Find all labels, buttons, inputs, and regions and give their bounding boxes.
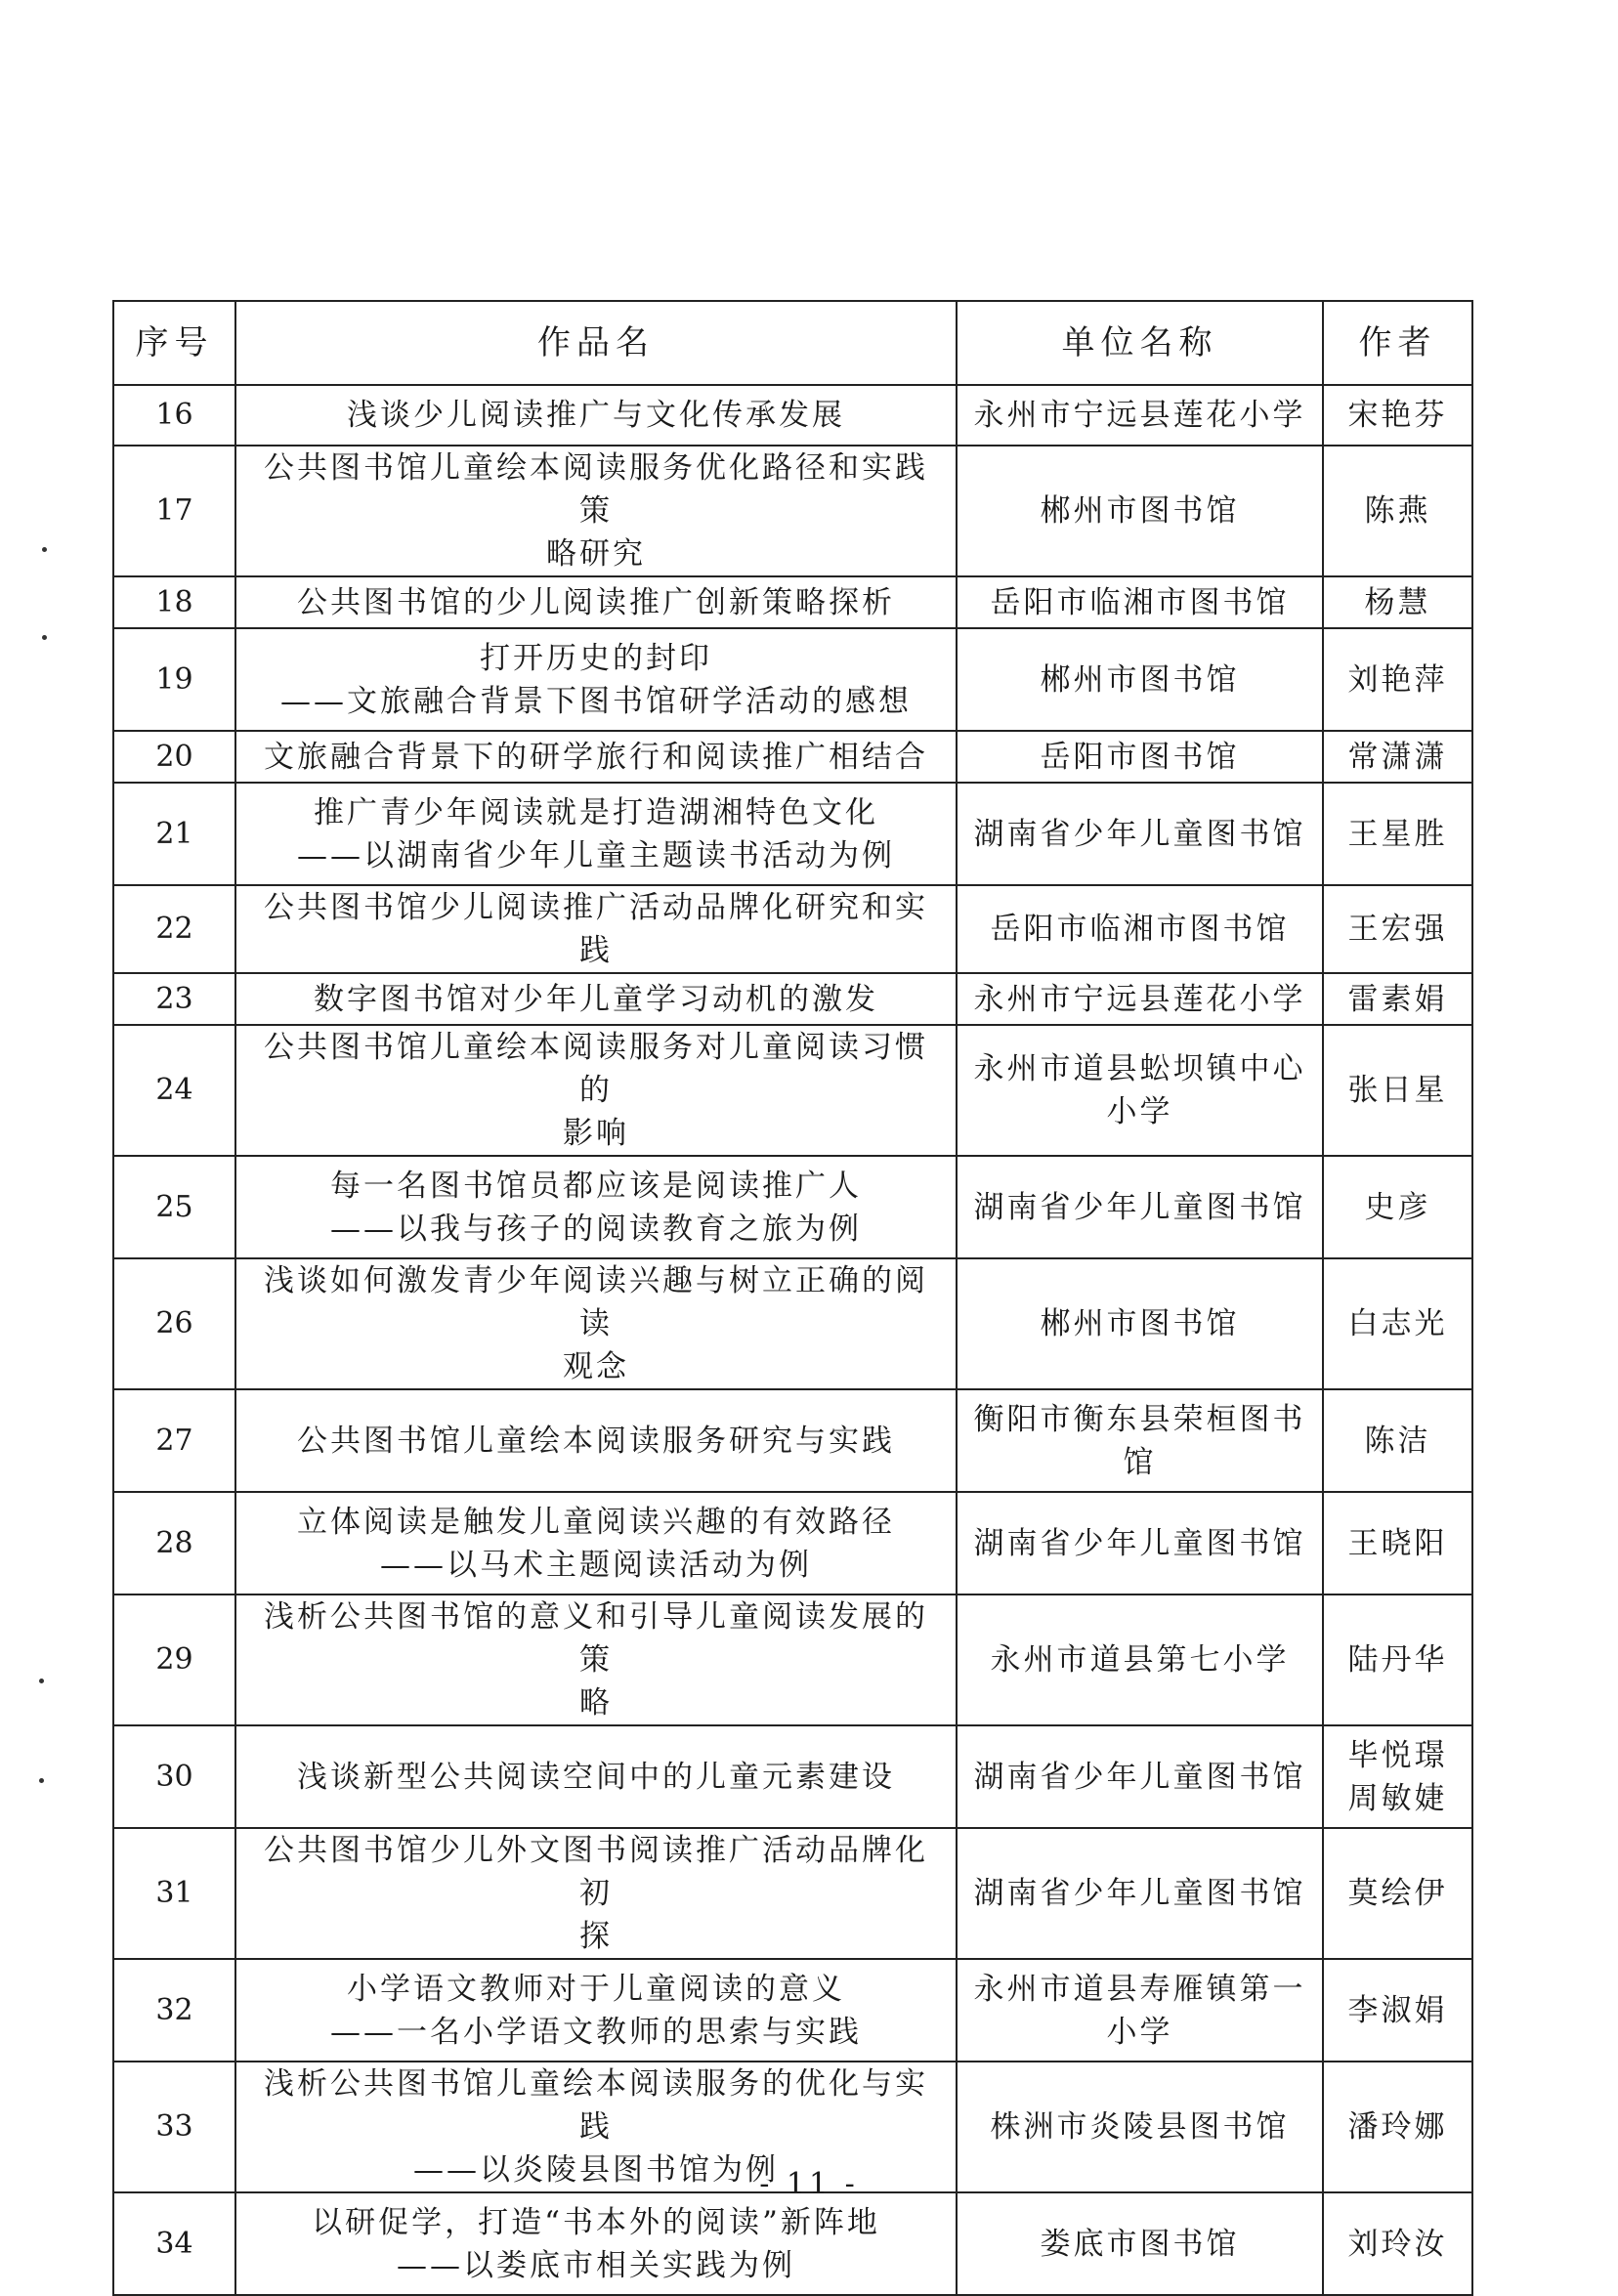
author-cell [1323, 1492, 1472, 1594]
work-title-line: ——以湖南省少年儿童主题读书活动为例 [297, 837, 895, 873]
work-title-line: 公共图书馆少儿外文图书阅读推广活动品牌化初 [264, 1833, 928, 1911]
author-line: 雷素娟 [1347, 981, 1448, 1017]
author-cell [1323, 385, 1472, 446]
organization-line: 衡阳市衡东县荣桓图书 [973, 1401, 1306, 1437]
row-number: 18 [113, 576, 235, 628]
table-row [113, 1156, 1472, 1258]
scan-speck [42, 547, 47, 552]
work-title-cell [235, 1156, 957, 1258]
table-row [113, 385, 1472, 446]
work-title-line: 公共图书馆的少儿阅读推广创新策略探析 [297, 584, 895, 620]
scan-speck [39, 1778, 44, 1783]
organization-cell [957, 385, 1323, 446]
work-title-cell [235, 2192, 957, 2295]
row-number: 21 [113, 783, 235, 885]
row-number: 22 [113, 885, 235, 973]
work-title-line: 立体阅读是触发儿童阅读兴趣的有效路径 [297, 1504, 895, 1540]
header-no: 序号 [113, 301, 235, 385]
table-row [113, 1389, 1472, 1492]
author-cell [1323, 1959, 1472, 2062]
author-cell [1323, 1828, 1472, 1959]
work-title-line: ——以娄底市相关实践为例 [397, 2247, 795, 2283]
author-line: 莫绘伊 [1347, 1876, 1448, 1911]
author-line: 史彦 [1364, 1189, 1431, 1225]
organization-line: 湖南省少年儿童图书馆 [973, 1759, 1306, 1795]
author-cell [1323, 1156, 1472, 1258]
organization-cell [957, 1492, 1323, 1594]
organization-line: 馆 [1123, 1444, 1157, 1480]
organization-cell [957, 2192, 1323, 2295]
row-number: 16 [113, 385, 235, 446]
author-cell [1323, 973, 1472, 1025]
work-title-line: 公共图书馆少儿阅读推广活动品牌化研究和实践 [264, 890, 928, 968]
table-row [113, 783, 1472, 885]
work-title-line: ——以炎陵县图书馆为例 [413, 2152, 779, 2188]
row-number: 17 [113, 446, 235, 576]
work-title-cell [235, 446, 957, 576]
row-number: 27 [113, 1389, 235, 1492]
author-line: 刘艳萍 [1347, 661, 1448, 698]
row-number: 23 [113, 973, 235, 1025]
row-number: 34 [113, 2192, 235, 2295]
author-cell [1323, 1594, 1472, 1725]
work-title-cell [235, 1828, 957, 1959]
author-cell [1323, 446, 1472, 576]
row-number: 30 [113, 1725, 235, 1828]
work-title-line: ——一名小学语文教师的思索与实践 [330, 2014, 862, 2050]
organization-cell [957, 1594, 1323, 1725]
work-title-line: 推广青少年阅读就是打造湖湘特色文化 [314, 794, 878, 830]
work-title-line: 浅谈如何激发青少年阅读兴趣与树立正确的阅读 [264, 1263, 928, 1341]
author-cell [1323, 1025, 1472, 1156]
organization-line: 株洲市炎陵县图书馆 [990, 2109, 1290, 2145]
row-number: 29 [113, 1594, 235, 1725]
author-cell [1323, 1389, 1472, 1492]
work-title-cell [235, 885, 957, 973]
work-title-line: 观念 [563, 1349, 629, 1384]
author-cell [1323, 576, 1472, 628]
row-number: 24 [113, 1025, 235, 1156]
author-cell [1323, 628, 1472, 731]
work-title-cell [235, 1594, 957, 1725]
organization-cell [957, 1725, 1323, 1828]
author-line: 李淑娟 [1347, 1992, 1448, 2028]
author-line: 陈燕 [1364, 493, 1431, 529]
organization-line: 小学 [1106, 1094, 1173, 1129]
organization-cell [957, 446, 1323, 576]
table-row [113, 576, 1472, 628]
author-cell [1323, 731, 1472, 783]
organization-cell [957, 1959, 1323, 2062]
work-title-line: 公共图书馆儿童绘本阅读服务优化路径和实践策 [264, 450, 928, 529]
organization-cell [957, 973, 1323, 1025]
work-title-line: 影响 [563, 1116, 629, 1151]
row-number: 33 [113, 2062, 235, 2192]
work-title-line: 小学语文教师对于儿童阅读的意义 [347, 1971, 845, 2007]
author-line: 毕悦璟 [1347, 1737, 1448, 1773]
organization-cell [957, 1258, 1323, 1389]
table-row [113, 731, 1472, 783]
author-line: 潘玲娜 [1347, 2109, 1448, 2145]
row-number: 32 [113, 1959, 235, 2062]
table-row [113, 1594, 1472, 1725]
work-title-cell [235, 783, 957, 885]
table-row [113, 885, 1472, 973]
header-author: 作者 [1323, 301, 1472, 385]
organization-line: 永州市宁远县莲花小学 [973, 981, 1306, 1017]
author-cell [1323, 885, 1472, 973]
work-title-line: ——以马术主题阅读活动为例 [380, 1547, 812, 1583]
organization-cell [957, 1389, 1323, 1492]
work-title-line: ——文旅融合背景下图书馆研学活动的感想 [280, 683, 912, 719]
author-line: 王宏强 [1347, 912, 1448, 947]
author-line: 杨慧 [1364, 584, 1431, 620]
organization-line: 郴州市图书馆 [1040, 493, 1240, 529]
table-body [113, 385, 1472, 2295]
author-cell [1323, 2192, 1472, 2295]
table-row [113, 628, 1472, 731]
organization-cell [957, 731, 1323, 783]
awards-table [112, 300, 1473, 2296]
organization-line: 湖南省少年儿童图书馆 [973, 1525, 1306, 1561]
work-title-line: 数字图书馆对少年儿童学习动机的激发 [314, 981, 878, 1017]
author-line: 常潇潇 [1347, 739, 1448, 775]
work-title-line: 浅谈少儿阅读推广与文化传承发展 [347, 398, 845, 433]
author-line: 王晓阳 [1347, 1525, 1448, 1561]
scan-speck [39, 1679, 44, 1683]
organization-line: 岳阳市临湘市图书馆 [990, 912, 1290, 947]
header-row [113, 301, 1472, 385]
work-title-line: 公共图书馆儿童绘本阅读服务对儿童阅读习惯的 [264, 1030, 928, 1108]
author-line: 宋艳芬 [1347, 398, 1448, 433]
work-title-line: 探 [579, 1919, 613, 1954]
work-title-cell [235, 1959, 957, 2062]
work-title-line: 略 [579, 1685, 613, 1721]
row-number: 31 [113, 1828, 235, 1959]
work-title-line: 浅谈新型公共阅读空间中的儿童元素建设 [297, 1759, 895, 1795]
work-title-line: 打开历史的封印 [480, 640, 712, 676]
header-title: 作品名 [235, 301, 957, 385]
organization-line: 岳阳市临湘市图书馆 [990, 584, 1290, 620]
author-line: 张日星 [1347, 1073, 1448, 1108]
row-number: 28 [113, 1492, 235, 1594]
organization-cell [957, 1025, 1323, 1156]
author-line: 陆丹华 [1347, 1642, 1448, 1678]
organization-line: 郴州市图书馆 [1040, 1306, 1240, 1341]
work-title-line: 浅析公共图书馆的意义和引导儿童阅读发展的策 [264, 1599, 928, 1678]
organization-line: 郴州市图书馆 [1040, 661, 1240, 698]
work-title-line: ——以我与孩子的阅读教育之旅为例 [330, 1211, 862, 1247]
organization-line: 永州市道县寿雁镇第一 [973, 1971, 1306, 2007]
author-line: 周敏婕 [1347, 1780, 1448, 1816]
work-title-cell [235, 1492, 957, 1594]
author-line: 王星胜 [1347, 816, 1448, 852]
table-row [113, 1025, 1472, 1156]
work-title-cell [235, 628, 957, 731]
work-title-cell [235, 576, 957, 628]
work-title-line: 略研究 [546, 536, 646, 572]
scan-speck [42, 635, 47, 640]
organization-line: 湖南省少年儿童图书馆 [973, 1189, 1306, 1225]
work-title-cell [235, 1025, 957, 1156]
organization-cell [957, 885, 1323, 973]
organization-line: 湖南省少年儿童图书馆 [973, 1876, 1306, 1911]
organization-line: 永州市道县第七小学 [990, 1642, 1290, 1678]
row-number: 19 [113, 628, 235, 731]
organization-cell [957, 1828, 1323, 1959]
organization-cell [957, 628, 1323, 731]
work-title-line: 文旅融合背景下的研学旅行和阅读推广相结合 [264, 739, 928, 775]
table-row [113, 1959, 1472, 2062]
table-row [113, 973, 1472, 1025]
author-cell [1323, 1258, 1472, 1389]
table-row [113, 1258, 1472, 1389]
author-line: 白志光 [1347, 1306, 1448, 1341]
table-row [113, 1828, 1472, 1959]
row-number: 25 [113, 1156, 235, 1258]
work-title-cell [235, 1389, 957, 1492]
table-row [113, 1492, 1472, 1594]
author-cell [1323, 1725, 1472, 1828]
organization-line: 永州市道县蚣坝镇中心 [973, 1051, 1306, 1086]
organization-line: 小学 [1106, 2014, 1173, 2050]
work-title-line: 浅析公共图书馆儿童绘本阅读服务的优化与实践 [264, 2066, 928, 2145]
organization-cell [957, 576, 1323, 628]
organization-line: 永州市宁远县莲花小学 [973, 398, 1306, 433]
organization-line: 湖南省少年儿童图书馆 [973, 816, 1306, 852]
work-title-cell [235, 731, 957, 783]
header-org: 单位名称 [957, 301, 1323, 385]
work-title-line: 公共图书馆儿童绘本阅读服务研究与实践 [297, 1423, 895, 1459]
table-row [113, 2192, 1472, 2295]
page-number: - 11 - [759, 2167, 859, 2201]
author-cell [1323, 783, 1472, 885]
organization-cell [957, 1156, 1323, 1258]
table-row [113, 446, 1472, 576]
row-number: 26 [113, 1258, 235, 1389]
table-row [113, 1725, 1472, 1828]
work-title-line: 以研促学，打造“书本外的阅读”新阵地 [312, 2204, 880, 2240]
work-title-cell [235, 385, 957, 446]
work-title-line: 每一名图书馆员都应该是阅读推广人 [330, 1168, 862, 1204]
work-title-cell [235, 973, 957, 1025]
organization-line: 岳阳市图书馆 [1040, 739, 1240, 775]
work-title-cell [235, 1725, 957, 1828]
author-line: 刘玲汝 [1347, 2226, 1448, 2262]
work-title-cell [235, 1258, 957, 1389]
organization-cell [957, 783, 1323, 885]
organization-line: 娄底市图书馆 [1040, 2226, 1240, 2262]
author-line: 陈洁 [1364, 1423, 1431, 1459]
row-number: 20 [113, 731, 235, 783]
